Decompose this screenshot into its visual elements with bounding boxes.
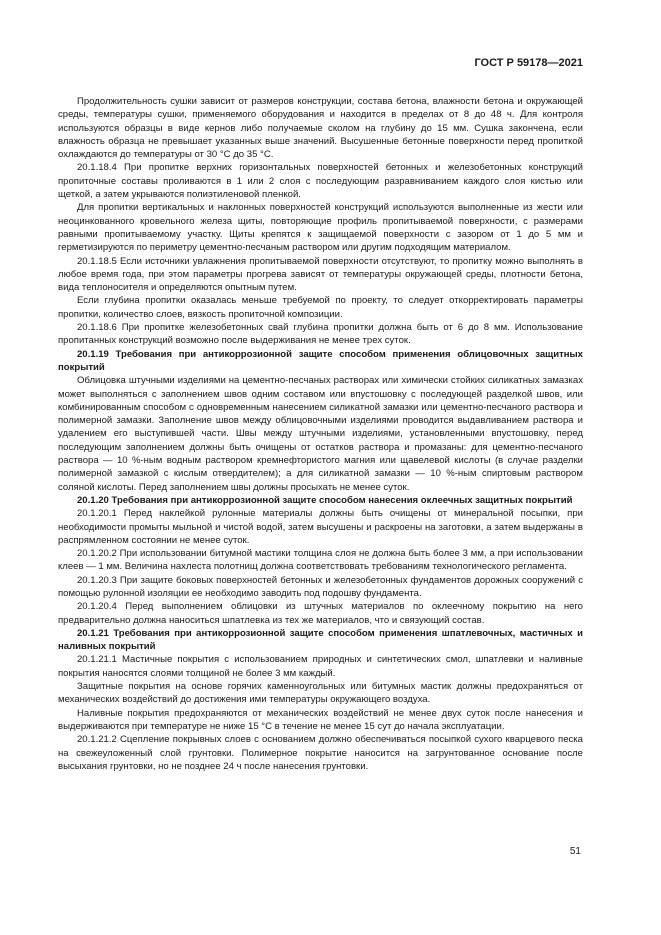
- paragraph: 20.1.21.2 Сцепление покрывных слоев с основанием должно обеспечиваться посыпкой сухого кварцевого песка на свежеуложенный слой грунтовки. Полимерное покрытие наносится на загрунтованное основание после высыхания грунтовки, но не позднее 24 ч после нанесения грунтовки.: [58, 734, 583, 772]
- section-heading: 20.1.19 Требования при антикоррозионной защите способом применения облицовочных защитных покрытий: [58, 348, 583, 373]
- page-number: 51: [569, 846, 581, 857]
- paragraph: Если глубина пропитки оказалась меньше требуемой по проекту, то следует откорректировать параметры пропитки, количество слоев, вязкость пропиточной композиции.: [58, 295, 583, 320]
- paragraph: 20.1.20.4 Перед выполнением облицовки из штучных материалов по оклеечному покрытию на него предварительно должна наноситься шпатлевка из тех же материалов, что и связующий состав.: [58, 601, 583, 626]
- paragraph: Облицовка штучными изделиями на цементно-песчаных растворах или химически стойких силикатных замазках может выполняться с заполнением швов одним составом или впустошовку с последующей разделкой швов, или комбинированным способом с одновременным нанесением силикатной замазки или цементно-песчаного раствора и полимерной замазки. Заполнение швов между облицовочными изделиями проводится выдавливанием раствора и удалением его выступившей части. Швы между штучными изделиями, установленными впустошовку, перед последующим заполнением должны быть очищены от остатков раствора и промазаны: для цементно-песчаного раствора — 10 %-ным водным раствором кремнефтористого магния или щавелевой кислоты (в случае разделки полимерной замазкой с кислым отвердителем); а для силикатной замазки — 10 %-ным спиртовым раствором соляной кислоты. Перед заполнением швы должны просыхать не менее суток.: [58, 375, 583, 493]
- paragraph: Наливные покрытия предохраняются от механических воздействий не менее двух суток после нанесения и выдерживаются при температуре не ниже 15 °С в течение не менее 15 сут до начала эксплуатации.: [58, 707, 583, 732]
- page-body: [58, 95, 583, 773]
- section-heading: 20.1.21 Требования при антикоррозионной защите способом применения шпатлевочных, мастичных и наливных покрытий: [58, 627, 583, 653]
- paragraph: Для пропитки вертикальных и наклонных поверхностей конструкций используются выполненные из жести или неоцинкованного кровельного железа щиты, повторяющие профиль пропитываемой поверхности, с размерами равными пропитываемому участку. Щиты крепятся к защищаемой поверхности с зазором от 1 до 5 мм и герметизируются по периметру цементно-песчаным раствором или другим подходящим материалом.: [58, 202, 583, 254]
- section-heading: 20.1.20 Требования при антикоррозионной защите способом нанесения оклеечных защитных покрытий: [77, 494, 573, 506]
- paragraph: 20.1.20.2 При использовании битумной мастики толщина слоя не должна быть более 3 мм, а при использовании клеев — 1 мм. Величина нахлеста полотнищ должна соответствовать требованиям технологического регламента.: [58, 548, 583, 573]
- paragraph: 20.1.20.3 При защите боковых поверхностей бетонных и железобетонных фундаментов дорожных сооружений с помощью рулонной изоляции ее необходимо заводить под подошву фундамента.: [58, 574, 583, 599]
- paragraph: Продолжительность сушки зависит от размеров конструкции, состава бетона, влажности бетона и окружающей среды, температуры сушки, применяемого оборудования и находится в пределах от 8 до 48 ч. Для контроля используются образцы в виде кернов либо получаемые сколом на глубину до 15 мм. Сушка закончена, если влажность образца не превышает указанных выше значений. Высушенные бетонные поверхности перед пропиткой охлаждаются до температуры от 30 °С до 35 °С.: [58, 96, 583, 161]
- paragraph: 20.1.21.1 Мастичные покрытия с использованием природных и синтетических смол, шпатлевки и наливные покрытия наносятся слоями толщиной не более 3 мм каждый.: [58, 654, 583, 679]
- paragraph: 20.1.18.4 При пропитке верхних горизонтальных поверхностей бетонных и железобетонных конструкций пропиточные составы проливаются в 1 или 2 слоя с последующим разравниванием каждого слоя кистью или щеткой, а затем укрываются полиэтиленовой пленкой.: [58, 162, 583, 201]
- paragraph: 20.1.20.1 Перед наклейкой рулонные материалы должны быть очищены от минеральной посыпки, при необходимости промыты мыльной и чистой водой, затем высушены и раскроены на заготовки, а затем выдержаны в распрямленном состоянии не менее суток.: [58, 508, 583, 546]
- paragraph: Защитные покрытия на основе горячих каменноугольных или битумных мастик должны предохраняться от механических воздействий до достижения ими температуры окружающего воздуха.: [58, 681, 583, 706]
- document-code: ГОСТ Р 59178—2021: [474, 57, 583, 69]
- paragraph: 20.1.18.6 При пропитке железобетонных свай глубина пропитки должна быть от 6 до 8 мм. Использование пропитанных конструкций возможно после выдерживания не менее трех суток.: [58, 322, 583, 347]
- paragraph: 20.1.18.5 Если источники увлажнения пропитываемой поверхности отсутствуют, то пропитку можно выполнять в любое время года, при этом параметры прогрева зависят от температуры окружающей среды, плотности бетона, вида теплоносителя и определяются опытным путем.: [58, 255, 583, 294]
